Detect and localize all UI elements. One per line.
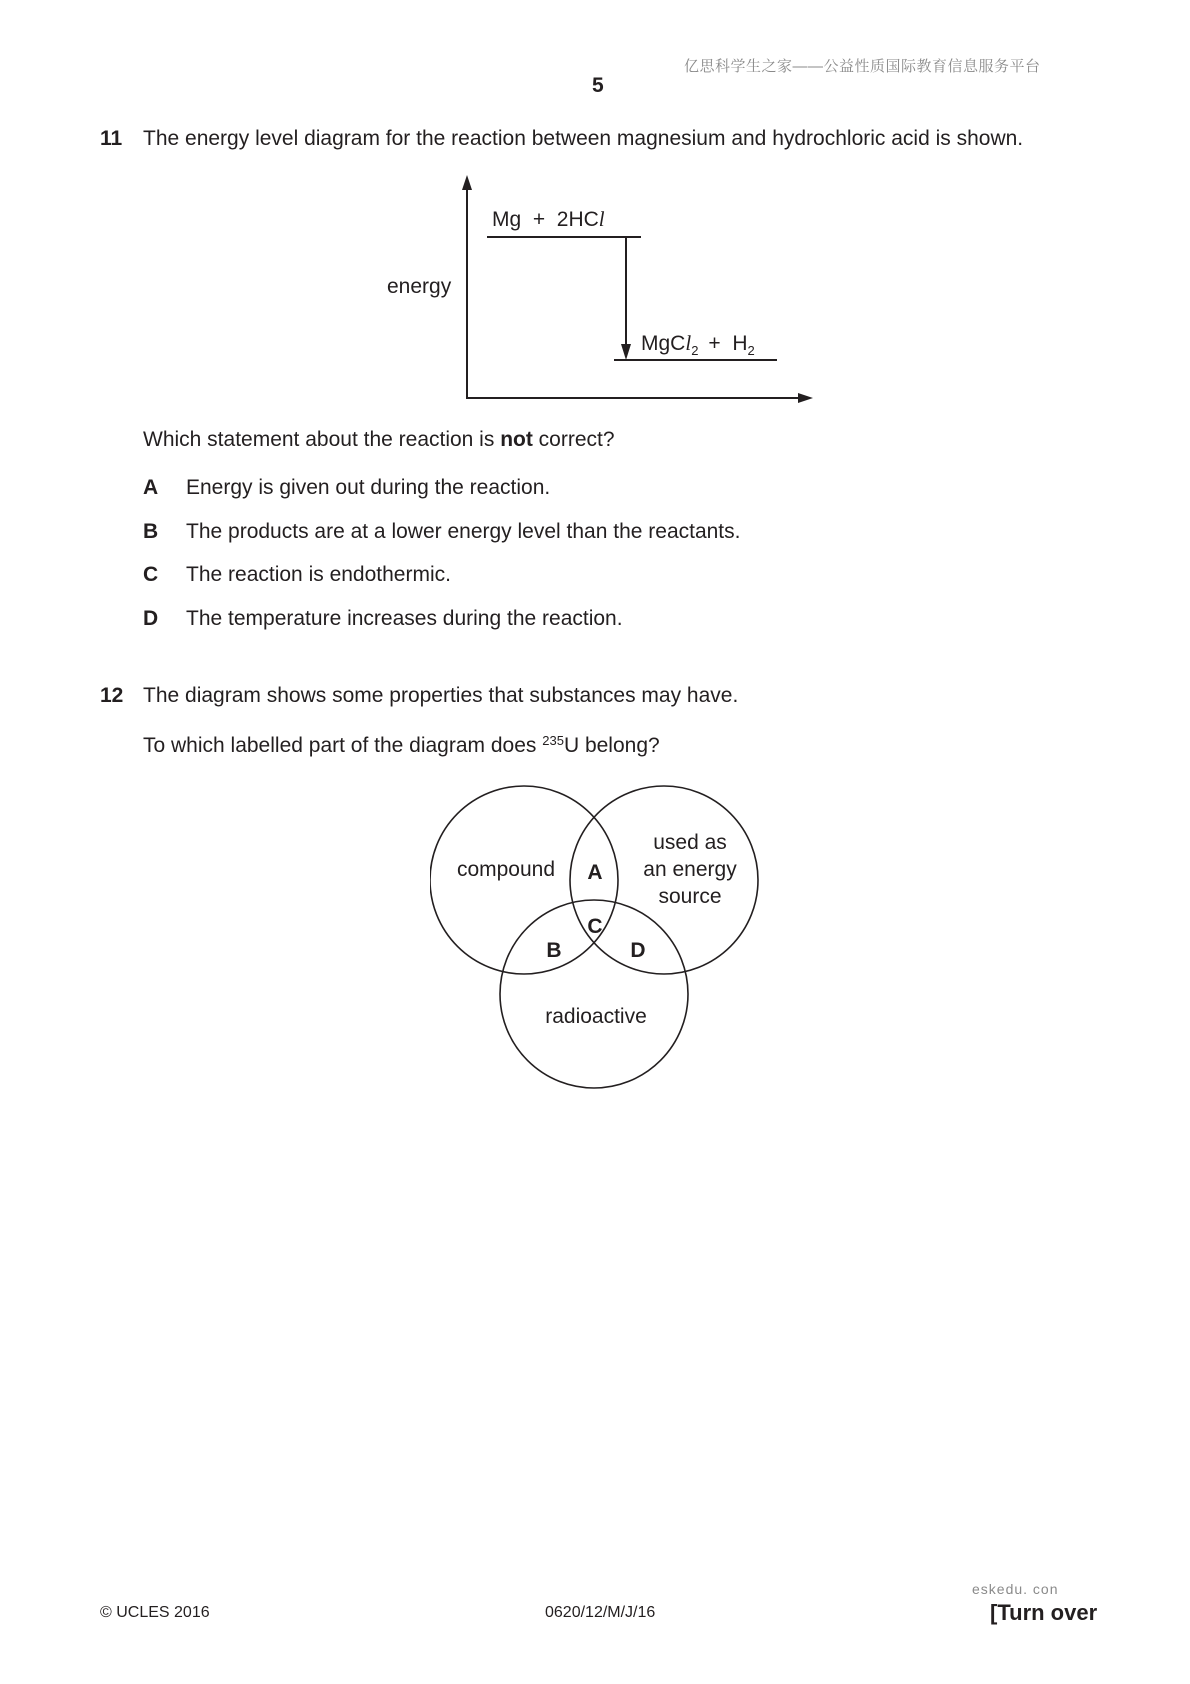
venn-label-radioactive: radioactive xyxy=(545,1005,647,1028)
products-label: MgCl$_2$ + $H_2$ xyxy=(641,331,755,358)
venn-label-compound: compound xyxy=(456,858,556,881)
option-letter-b[interactable]: B xyxy=(143,520,159,543)
y-axis-label: energy xyxy=(387,275,452,298)
option-text-c[interactable]: The reaction is endothermic. xyxy=(186,563,451,586)
x-axis-arrow-icon xyxy=(798,393,813,403)
venn-label-energy-line3: source xyxy=(658,885,722,908)
footer-turn-over: [Turn over xyxy=(990,1600,1098,1625)
energy-change-arrow-icon xyxy=(621,344,631,360)
option-text-b[interactable]: The products are at a lower energy level than the reactants. xyxy=(186,520,741,543)
venn-label-energy-line2: an energy xyxy=(643,858,737,881)
reactants-label: Mg + 2HCl xyxy=(492,207,605,231)
footer-site-watermark: eskedu. con xyxy=(972,1581,1059,1597)
question-11-number: 11 xyxy=(100,127,123,150)
question-12-text: The diagram shows some properties that substances may have. xyxy=(143,684,739,707)
option-letter-c[interactable]: C xyxy=(143,563,159,586)
footer-paper-code: 0620/12/M/J/16 xyxy=(545,1604,656,1621)
question-12-number: 12 xyxy=(100,684,124,707)
question-11-prompt: Which statement about the reaction is not correct? xyxy=(143,428,615,451)
venn-diagram xyxy=(430,780,770,1100)
question-12-prompt: To which labelled part of the diagram does $^{235}$U belong? xyxy=(143,733,660,757)
option-text-a[interactable]: Energy is given out during the reaction. xyxy=(186,476,551,499)
venn-label-energy-line1: used as xyxy=(653,831,727,854)
page-number: 5 xyxy=(592,74,604,97)
venn-region-a: A xyxy=(587,861,603,884)
energy-level-diagram xyxy=(370,170,840,410)
footer-copyright: © UCLES 2016 xyxy=(100,1604,210,1621)
question-11-text: The energy level diagram for the reaction between magnesium and hydrochloric acid is shown. xyxy=(143,127,1024,150)
y-axis-arrow-icon xyxy=(462,175,472,190)
option-letter-a[interactable]: A xyxy=(143,476,159,499)
option-text-d[interactable]: The temperature increases during the reaction. xyxy=(186,607,623,630)
header-watermark: 亿思科学生之家——公益性质国际教育信息服务平台 xyxy=(684,58,1041,75)
venn-region-d: D xyxy=(630,939,646,962)
option-letter-d[interactable]: D xyxy=(143,607,159,630)
venn-region-b: B xyxy=(546,939,562,962)
venn-region-c: C xyxy=(587,915,603,938)
